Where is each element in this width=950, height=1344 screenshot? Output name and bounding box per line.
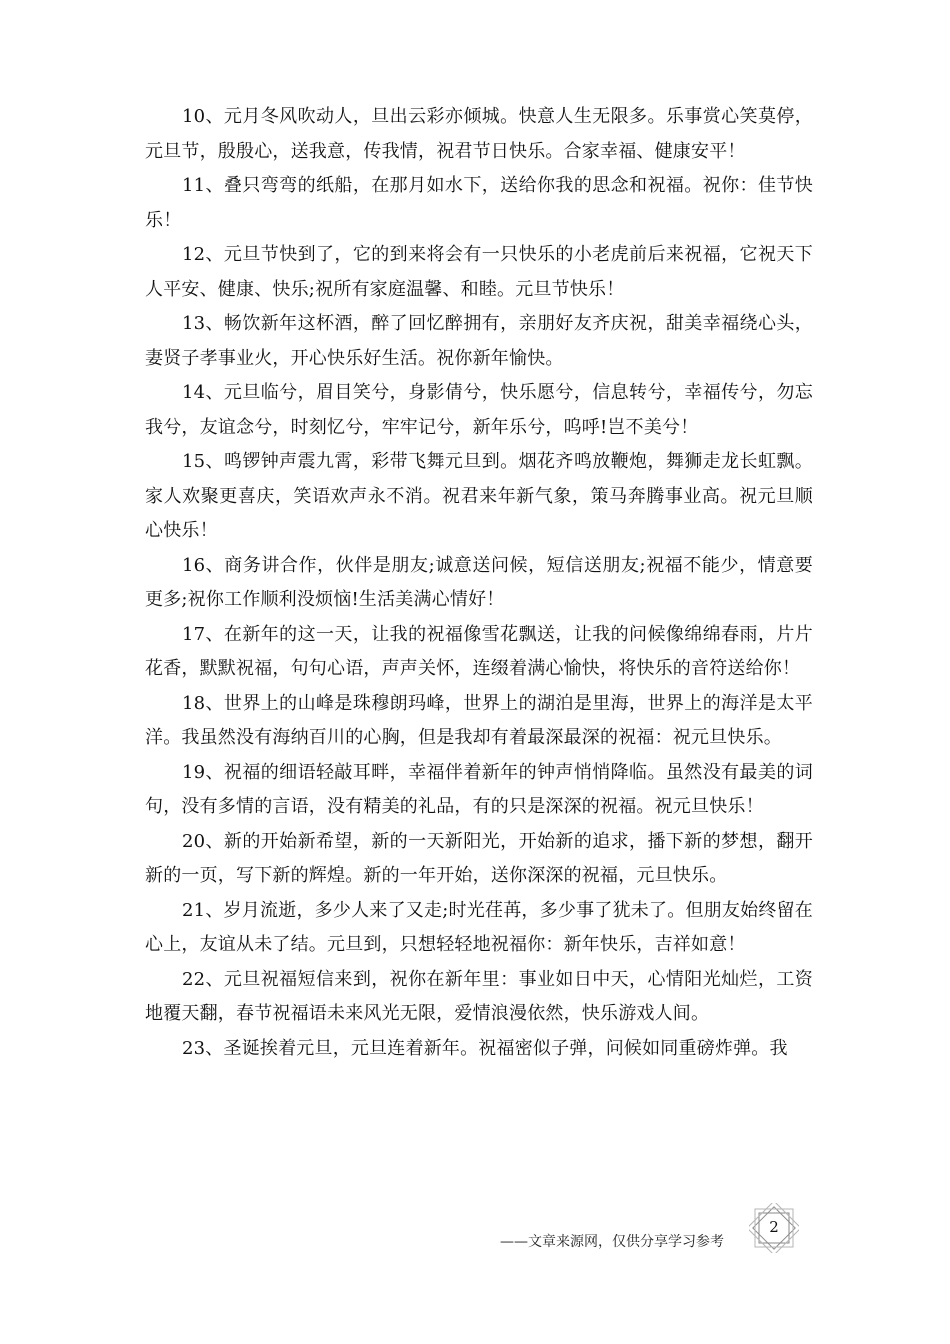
page-number: 2 [769,1218,779,1236]
footer-source-note: ——文章来源网，仅供分享学习参考 [500,1234,724,1250]
paragraph-17: 17、在新年的这一天，让我的祝福像雪花飘送，让我的问候像绵绵春雨，片片花香，默默祝福，句句心语，声声关怀，连缀着满心愉快，将快乐的音符送给你！ [145,623,813,679]
paragraph-18: 18、世界上的山峰是珠穆朗玛峰，世界上的湖泊是里海，世界上的海洋是太平洋。我虽然没有海纳百川的心胸，但是我却有着最深最深的祝福：祝元旦快乐。 [145,692,813,748]
paragraph-21: 21、岁月流逝，多少人来了又走;时光荏苒，多少事了犹未了。但朋友始终留在心上，友谊从未了结。元旦到，只想轻轻地祝福你：新年快乐，吉祥如意！ [145,899,813,955]
page-number-badge [749,1203,799,1253]
paragraph-22: 22、元旦祝福短信来到，祝你在新年里：事业如日中天，心情阳光灿烂，工资地覆天翻，春节祝福语未来风光无限，爱情浪漫依然，快乐游戏人间。 [145,968,813,1024]
paragraph-23: 23、圣诞挨着元旦，元旦连着新年。祝福密似子弹，问候如同重磅炸弹。我 [182,1037,788,1059]
paragraph-15: 15、鸣锣钟声震九霄，彩带飞舞元旦到。烟花齐鸣放鞭炮，舞狮走龙长虹飘。家人欢聚更喜庆，笑语欢声永不消。祝君来年新气象，策马奔腾事业高。祝元旦顺心快乐！ [145,451,813,541]
paragraph-19: 19、祝福的细语轻敲耳畔，幸福伴着新年的钟声悄悄降临。虽然没有最美的词句，没有多情的言语，没有精美的礼品，有的只是深深的祝福。祝元旦快乐！ [145,761,813,817]
paragraph-13: 13、畅饮新年这杯酒，醉了回忆醉拥有，亲朋好友齐庆祝，甜美幸福绕心头，妻贤子孝事业火，开心快乐好生活。祝你新年愉快。 [145,313,813,369]
paragraph-16: 16、商务讲合作，伙伴是朋友;诚意送问候，短信送朋友;祝福不能少，情意要更多;祝你工作顺利没烦恼!生活美满心情好！ [145,554,813,610]
paragraph-11: 11、叠只弯弯的纸船，在那月如水下，送给你我的思念和祝福。祝你：佳节快乐！ [145,175,813,231]
paragraph-12: 12、元旦节快到了，它的到来将会有一只快乐的小老虎前后来祝福，它祝天下人平安、健康、快乐;祝所有家庭温馨、和睦。元旦节快乐！ [145,244,813,300]
paragraph-10: 10、元月冬风吹动人，旦出云彩亦倾城。快意人生无限多。乐事赏心笑莫停，元旦节，殷殷心，送我意，传我情，祝君节日快乐。合家幸福、健康安平！ [145,106,813,162]
paragraph-20: 20、新的开始新希望，新的一天新阳光，开始新的追求，播下新的梦想，翻开新的一页，写下新的辉煌。新的一年开始，送你深深的祝福，元旦快乐。 [145,830,813,886]
document-body [145,100,813,1066]
paragraph-14: 14、元旦临兮，眉目笑兮，身影倩兮，快乐愿兮，信息转兮，幸福传兮，勿忘我兮，友谊念兮，时刻忆兮，牢牢记兮，新年乐兮，呜呼!岂不美兮！ [145,382,813,438]
